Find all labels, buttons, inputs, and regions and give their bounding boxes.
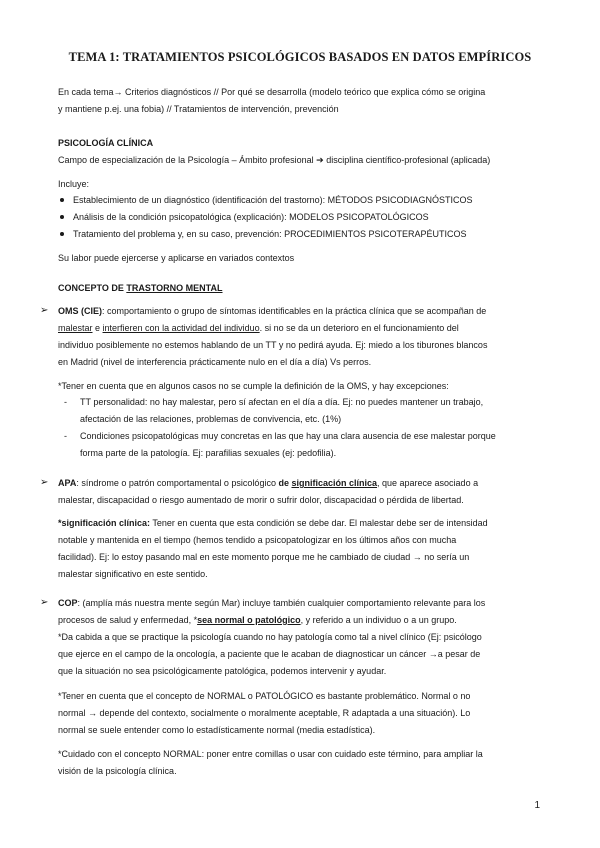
psicologia-heading: PSICOLOGÍA CLÍNICA [58,138,154,148]
cop-note3-line2: visión de la psicología clínica. [58,766,177,776]
apa-note-line-3: facilidad). Ej: lo estoy pasando mal en este momento porque me he cambiado de ciudad → no sería un [58,552,470,562]
oms-line-1: OMS (CIE): comportamiento o grupo de síntomas identificables en la práctica clínica que se acompañan de [58,306,487,316]
oms-line-2: malestar e interfieren con la actividad del individuo. si no se da un deterioro en el funcionamiento del [58,323,459,333]
oms-line-3: individuo posiblemente no estemos hablando de un TT y no pedirá ayuda. Ej: miedo a los tiburones blancos [58,340,488,350]
apa-note-line-2: notable y mantenida en el tiempo (hemos tendido a psicopatologizar en los últimos años con mucha [58,535,457,545]
oms-dash2-line1: Condiciones psicopatológicas muy concretas en las que hay una clara ausencia de ese malestar porque [80,431,496,441]
document-title: TEMA 1: TRATAMIENTOS PSICOLÓGICOS BASADOS EN DATOS EMPÍRICOS [68,50,532,64]
arrow-bullet-icon: ➢ [40,597,49,608]
oms-dash1-line1: TT personalidad: no hay malestar, pero sí afectan en el día a día. Ej: no puedes mantener un trabajo, [80,397,484,407]
incluye-label: Incluye: [58,179,90,189]
cop-note2-line2: normal → depende del contexto, socialmente o moralmente aceptable, R adaptada a una situación). Lo [58,708,471,718]
arrow-bullet-icon: ➢ [40,305,49,316]
bullet-item: Tratamiento del problema y, en su caso, prevención: PROCEDIMIENTOS PSICOTERAPÉUTICOS [73,229,467,239]
cop-line-2: procesos de salud y enfermedad, *sea normal o patológico, y referido a un individuo o a un grupo. [58,615,457,625]
intro-line-1: En cada tema→ Criterios diagnósticos // Por qué se desarrolla (modelo teórico que explica cómo se origina [58,87,486,97]
oms-dash2-line2: forma parte de la patología. Ej: parafilias sexuales (ej: pedofilia). [80,448,337,458]
concepto-heading: CONCEPTO DE TRASTORNO MENTAL [58,283,223,293]
cop-line-1: COP: (amplía más nuestra mente según Mar) incluye también cualquier comportamiento relevante para los [58,598,486,608]
bullet-dot [60,198,64,202]
apa-note-line-4: malestar significativo en este sentido. [58,569,208,579]
bullet-dot [60,215,64,219]
cop-note3-line1: *Cuidado con el concepto NORMAL: poner entre comillas o usar con cuidado este término, para ampliar la [58,749,483,759]
apa-line-1: APA: síndrome o patrón comportamental o psicológico de significación clínica, que aparece asociado a [58,478,479,488]
intro-line-2: y mantiene p.ej. una fobia) // Tratamientos de intervención, prevención [58,104,339,114]
bullet-dot [60,232,64,236]
dash-bullet: - [64,397,67,407]
bullet-item: Establecimiento de un diagnóstico (identificación del trastorno): MÉTODOS PSICODIAGNÓSTICOS [73,195,473,205]
cop-note2-line3: normal se suele entender como lo estadísticamente normal (media estadística). [58,725,376,735]
bullet-item: Análisis de la condición psicopatológica (explicación): MODELOS PSICOPATOLÓGICOS [73,212,429,222]
psicologia-definition: Campo de especialización de la Psicología – Ámbito profesional ➔ disciplina científico-profesional (aplicada) [58,155,491,165]
apa-line-2: malestar, discapacidad o riesgo aumentado de morir o sufrir dolor, discapacidad o pérdida de libertad. [58,495,464,505]
page-number: 1 [534,800,540,811]
cop-note1-line1: *Da cabida a que se practique la psicología cuando no hay patología como tal a nivel clínico (Ej: psicólogo [58,632,482,642]
arrow-bullet-icon: ➢ [40,477,49,488]
oms-dash1-line2: afectación de las relaciones, problemas de convivencia, etc. (1%) [80,414,342,424]
dash-bullet: - [64,431,67,441]
cop-note2-line1: *Tener en cuenta que el concepto de NORMAL o PATOLÓGICO es bastante problemático. Normal o no [58,691,471,701]
oms-line-4: en Madrid (nivel de interferencia prácticamente nulo en el día a día) Vs perros. [58,357,372,367]
labor-text: Su labor puede ejercerse y aplicarse en variados contextos [58,253,295,263]
cop-note1-line2: que ejerce en el campo de la oncología, a paciente que le acaban de diagnosticar un cáncer →a pesar de [58,649,481,659]
oms-note: *Tener en cuenta que en algunos casos no se cumple la definición de la OMS, y hay excepciones: [58,381,449,391]
cop-note1-line3: que la situación no sea psicológicamente patológica, podemos intervenir y ayudar. [58,666,387,676]
apa-note-line-1: *significación clínica: Tener en cuenta que esta condición se debe dar. El malestar debe ser de intensidad [58,518,488,528]
